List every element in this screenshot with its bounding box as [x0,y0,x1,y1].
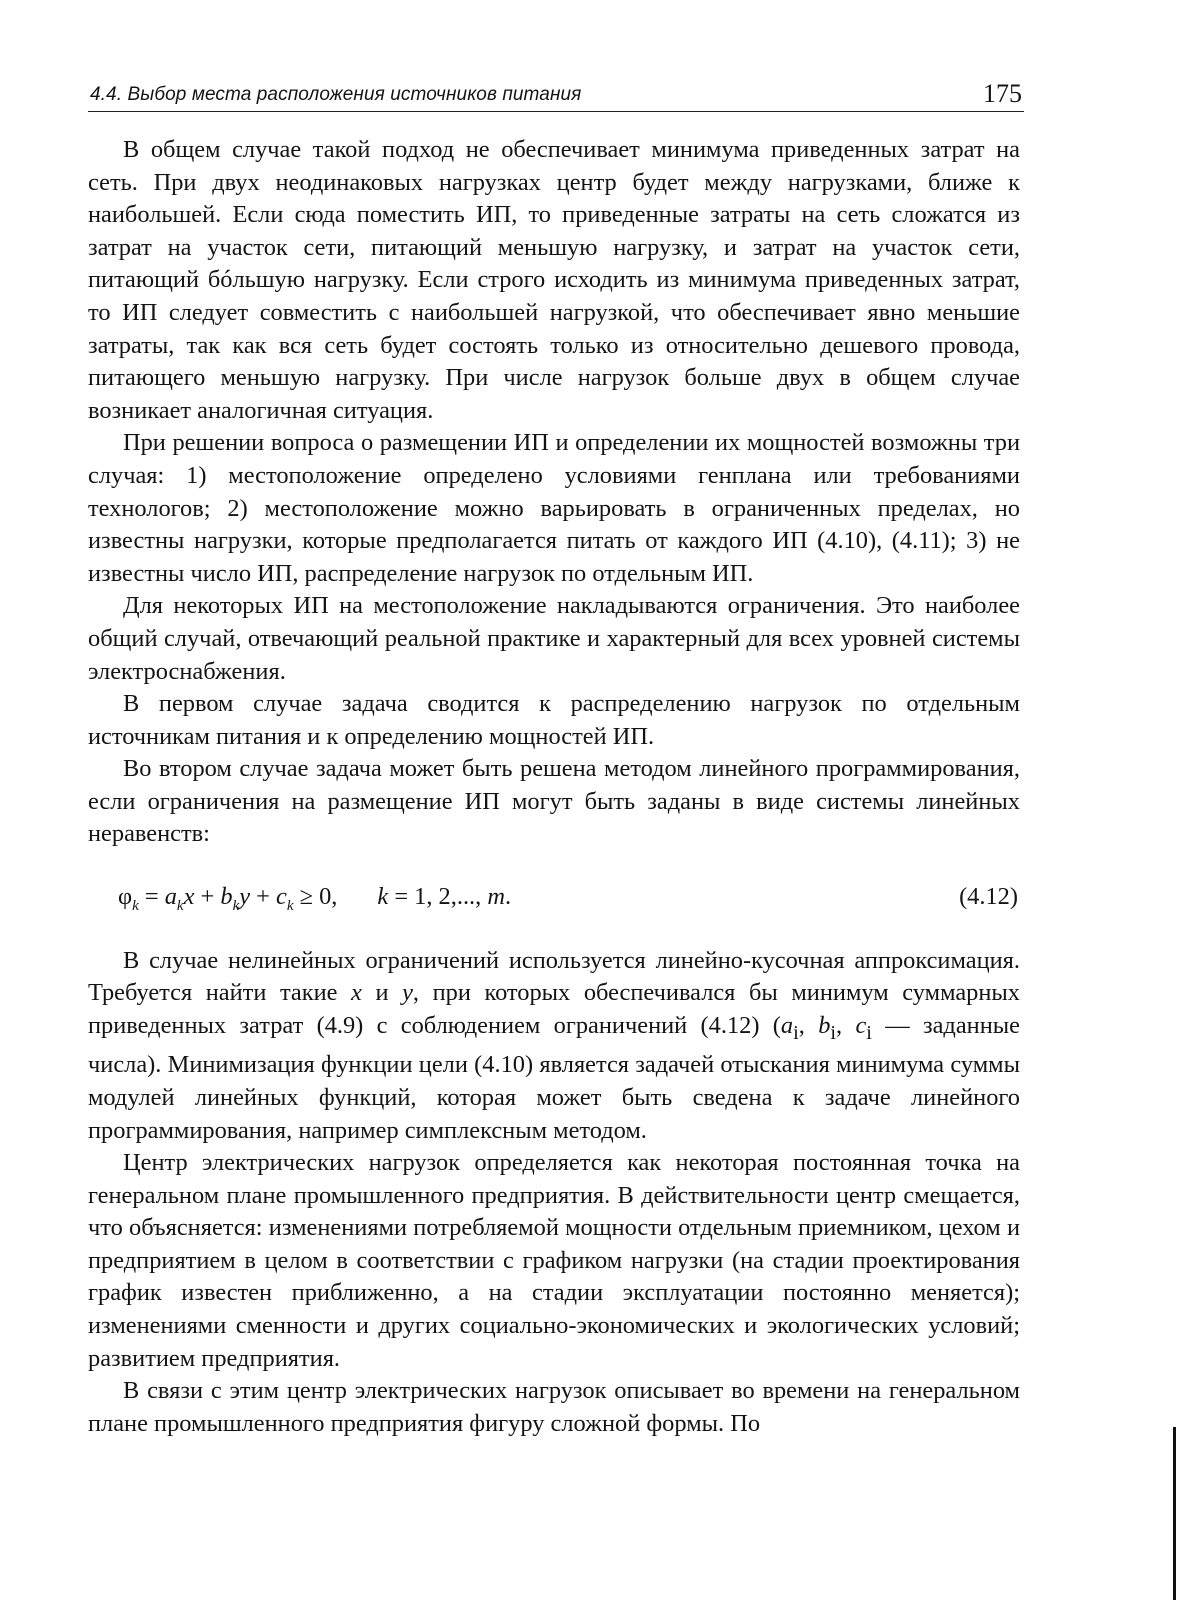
paragraph: В связи с этим центр электрических нагрузок описывает во времени на генеральном плане промышленного предприятия фигуру сложной формы. По [88,1377,1020,1437]
body-text [88,134,1020,1440]
paragraph: При решении вопроса о размещении ИП и определении их мощностей возможны три случая: 1) местоположение определено условиями генплана или требованиями технологов; 2) местоположение можно варьировать в ограниченных пределах, но известны нагрузки, которые предполагается питать от каждого ИП (4.10), (4.11); 3) не известны число ИП, распределение нагрузок по отдельным ИП. [88,429,1020,587]
page-number: 175 [983,79,1022,108]
paragraph: В общем случае такой подход не обеспечивает минимума приведенных затрат на сеть. При двух неодинаковых нагрузках центр будет между нагрузками, ближе к наибольшей. Если сюда поместить ИП, то приведенные затраты на сеть сложатся из затрат на участок сети, питающий меньшую нагрузку, и затрат на участок сети, питающий бóльшую нагрузку. Если строго исходить из минимума приведенных затрат, то ИП следует совместить с наибольшей нагрузкой, что обеспечивает явно меньшие затраты, так как вся сеть будет состоять только из относительно дешевого провода, питающего меньшую нагрузку. При числе нагрузок больше двух в общем случае возникает аналогичная ситуация. [88,136,1020,424]
section-title: 4.4. Выбор места расположения источников питания [90,84,582,105]
running-header [88,79,1024,112]
equation-4-12 [88,881,1020,914]
paragraph: Во втором случае задача может быть решена методом линейного программирования, если ограничения на размещение ИП могут быть заданы в виде системы линейных неравенств: [88,755,1020,848]
paragraph: В первом случае задача сводится к распределению нагрузок по отдельным источникам питания и к определению мощностей ИП. [88,690,1020,750]
paragraph: Центр электрических нагрузок определяется как некоторая постоянная точка на генеральном плане промышленного предприятия. В действительности центр смещается, что объясняется: изменениями потребляемой мощности отдельным приемником, цехом и предприятием в целом в соответствии с графиком нагрузки (на стадии проектирования график известен приближенно, а на стадии эксплуатации постоянно меняется); изменениями сменности и других социально-экономических и экологических условий; развитием предприятия. [88,1149,1020,1372]
paragraph: В случае нелинейных ограничений используется линейно-кусочная аппроксимация. Требуется найти такие x и y, при которых обеспечивался бы минимум суммарных приведенных затрат (4.9) с соблюдением ограничений (4.12) ($a_i$, $b_i$, $c_i$ — заданные числа). Минимизация функции цели (4.10) является задачей отыскания минимума суммы модулей линейных функций, которая может быть сведена к задаче линейного программирования, например симплексным методом. [88,946,1020,1144]
paragraph: Для некоторых ИП на местоположение накладываются ограничения. Это наиболее общий случай, отвечающий реальной практике и характерный для всех уровней системы электроснабжения. [88,592,1020,685]
equation-expression: $\varphi_k = a_kx + b_ky + c_k \ge 0$, k = 1, 2,..., m. [118,883,512,914]
scan-edge-line [1173,1427,1176,1600]
equation-number: (4.12) [959,883,1018,911]
